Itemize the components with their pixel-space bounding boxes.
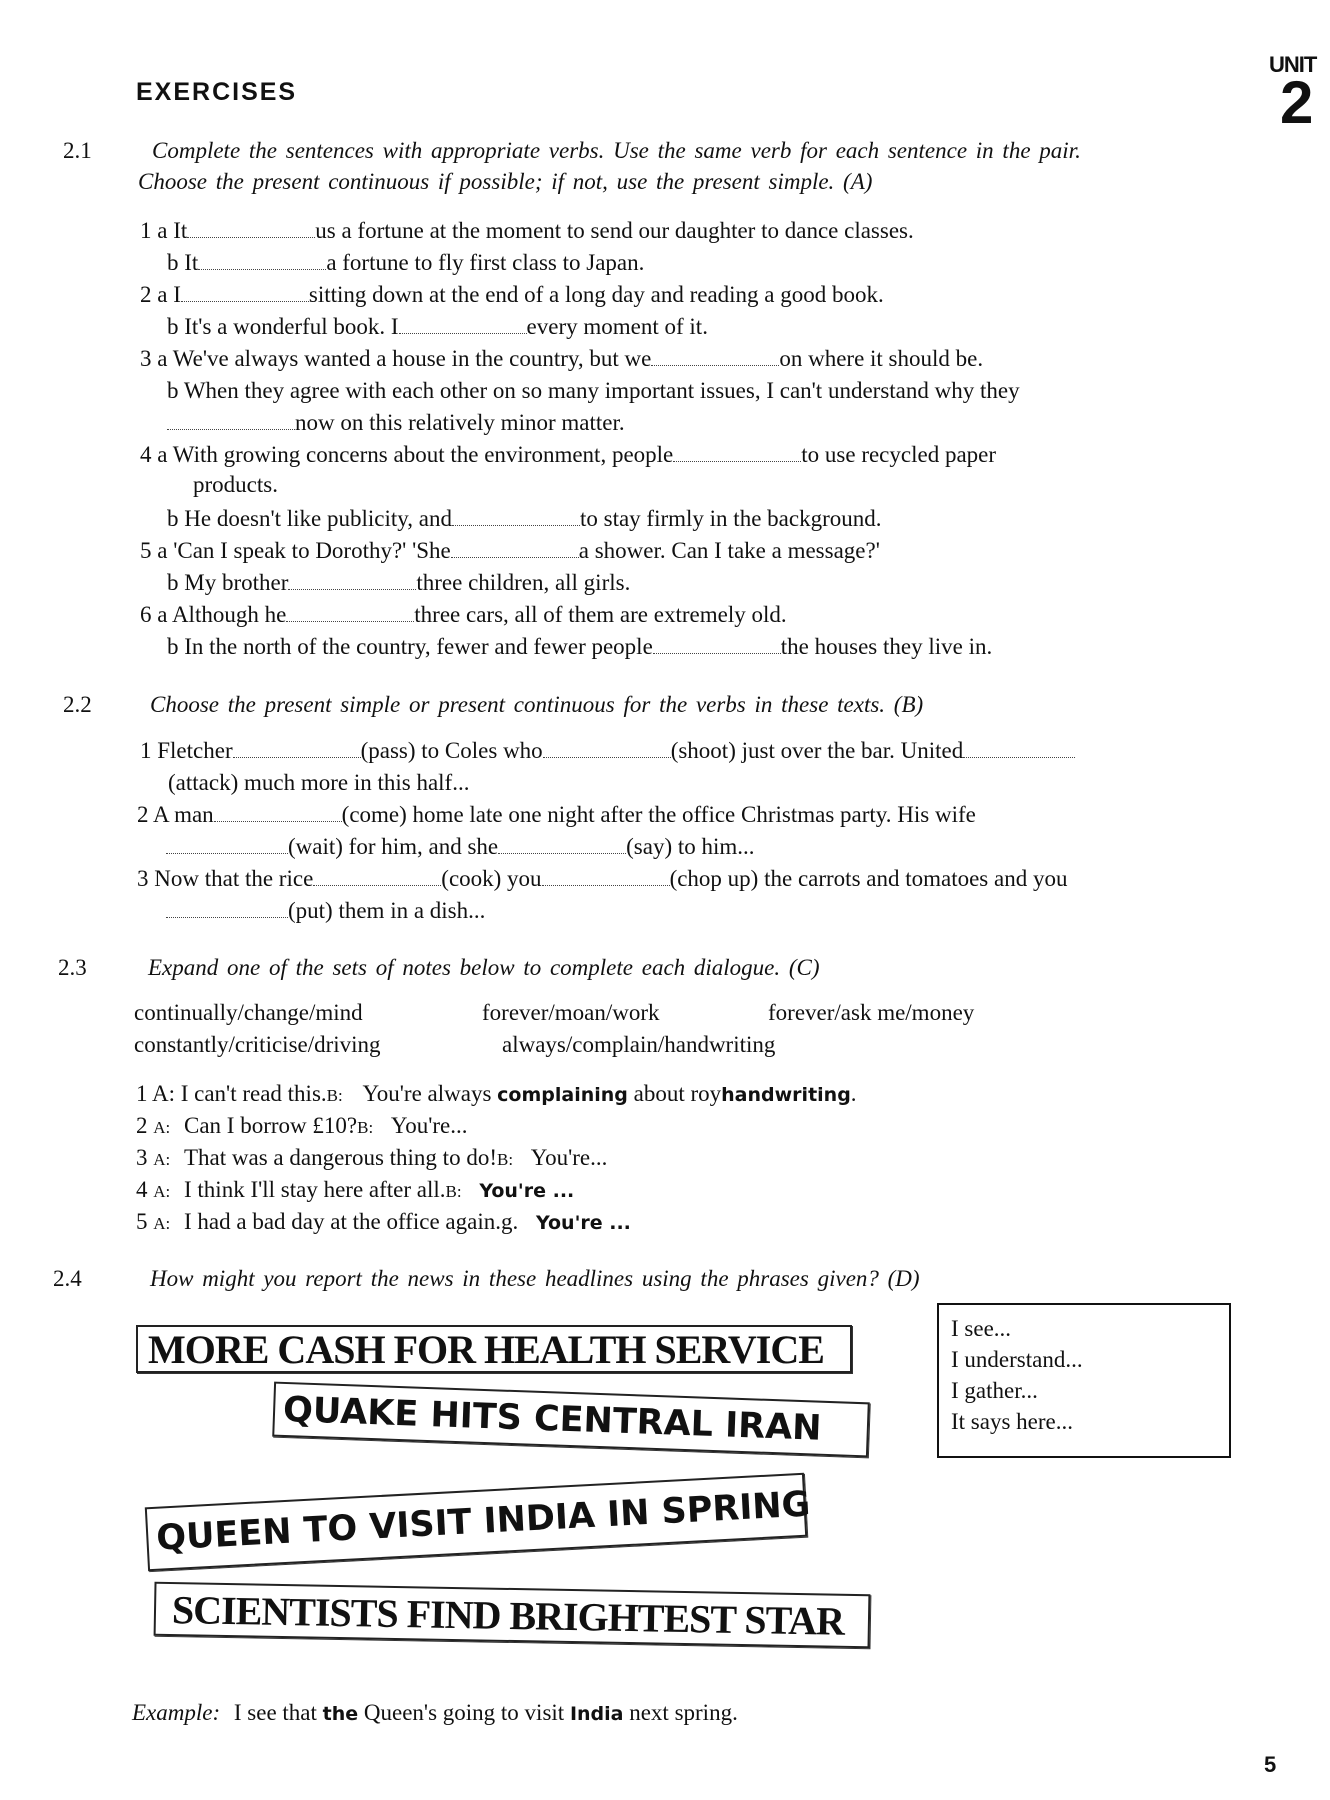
answer-blank[interactable] — [288, 571, 416, 590]
item-text: sitting down at the end of a long day and reading a good book. — [308, 282, 884, 307]
exercise-item — [140, 538, 880, 564]
exercise-instruction: Expand one of the sets of notes below to complete each dialogue. (C) — [148, 955, 820, 980]
phrase-item: I understand... — [951, 1347, 1083, 1372]
item-text: b It's a wonderful book. I — [167, 314, 399, 339]
item-text: to stay firmly in the background. — [579, 506, 882, 531]
dialogue-b: . — [850, 1081, 857, 1106]
exercise-item — [137, 802, 976, 828]
example-text: next spring. — [629, 1700, 738, 1725]
dialogue-line — [136, 1177, 574, 1203]
item-text: b My brother — [167, 570, 289, 595]
speaker-label: A: — [153, 1214, 171, 1233]
answer-blank[interactable] — [313, 867, 441, 886]
exercise-instruction: Complete the sentences with appropriate verbs. Use the same verb for each sentence in the pair. — [152, 138, 1081, 163]
handwritten-answer: handwriting — [721, 1084, 851, 1106]
dialogue-number: 3 — [136, 1145, 148, 1170]
unit-label: UNIT — [1269, 52, 1317, 77]
answer-blank[interactable] — [187, 219, 315, 238]
page-title: EXERCISES — [136, 78, 298, 106]
item-text: a shower. Can I take a message?' — [578, 538, 880, 563]
dialogue-b: You're... — [390, 1113, 468, 1138]
answer-blank[interactable] — [198, 251, 326, 270]
dialogue-a: I had a bad day at the office again. — [184, 1209, 501, 1234]
headline-clipping: QUAKE HITS CENTRAL IRAN — [272, 1382, 870, 1458]
exercise-item — [166, 898, 485, 924]
handwritten-answer: India — [569, 1703, 624, 1725]
answer-blank[interactable] — [286, 603, 414, 622]
dialogue-b: about roy — [633, 1081, 722, 1106]
exercise-number-2-2: 2.2 — [63, 692, 92, 717]
answer-blank[interactable] — [543, 739, 671, 758]
item-text: (come) home late one night after the office Christmas party. His wife — [341, 802, 976, 827]
handwritten-answer: You're ... — [535, 1212, 631, 1234]
answer-blank[interactable] — [498, 835, 626, 854]
unit-number: 2 — [1280, 69, 1314, 136]
dialogue-a: That was a dangerous thing to do! — [184, 1145, 497, 1170]
handwritten-answer: the — [322, 1703, 359, 1725]
answer-blank[interactable] — [653, 635, 781, 654]
exercise-number-2-1: 2.1 — [63, 138, 92, 163]
phrase-item: It says here... — [951, 1409, 1073, 1434]
exercise-item — [167, 250, 644, 276]
exercise-item — [167, 314, 708, 340]
speaker-label: g. — [500, 1209, 519, 1234]
exercise-item — [140, 218, 914, 244]
item-text: 1 a It — [140, 218, 188, 243]
item-text: us a fortune at the moment to send our daughter to dance classes. — [315, 218, 914, 243]
phrase-item: I see... — [951, 1316, 1012, 1341]
note-set: constantly/criticise/driving — [134, 1032, 381, 1057]
speaker-label: B: — [445, 1182, 462, 1201]
example-label: Example: — [132, 1700, 221, 1725]
note-set: forever/ask me/money — [768, 1000, 975, 1025]
item-text: (pass) to Coles who — [360, 738, 543, 763]
note-set: always/complain/handwriting — [502, 1032, 776, 1057]
dialogue-line — [136, 1081, 857, 1107]
item-text: three children, all girls. — [416, 570, 631, 595]
speaker-label: B: — [496, 1150, 514, 1169]
dialogue-line — [136, 1209, 631, 1235]
example-text: I see that — [233, 1700, 317, 1725]
dialogue-line — [136, 1113, 468, 1139]
headline-clipping: MORE CASH FOR HEALTH SERVICE — [136, 1325, 852, 1373]
item-text: every moment of it. — [526, 314, 708, 339]
item-text: a fortune to fly first class to Japan. — [326, 250, 645, 275]
handwritten-answer: You're ... — [479, 1180, 575, 1202]
exercise-instruction: Choose the present simple or present continuous for the verbs in these texts. (B) — [150, 692, 924, 717]
page-number: 5 — [1264, 1752, 1277, 1777]
speaker-label: B: — [357, 1118, 374, 1137]
answer-blank[interactable] — [166, 899, 288, 918]
item-text: b He doesn't like publicity, and — [167, 506, 452, 531]
item-text: b In the north of the country, fewer and fewer people — [167, 634, 653, 659]
dialogue-line — [136, 1145, 607, 1171]
exercise-number-2-3: 2.3 — [58, 955, 87, 980]
exercise-item — [140, 346, 983, 372]
answer-blank[interactable] — [399, 315, 527, 334]
example-text: Queen's going to visit — [363, 1700, 565, 1725]
speaker-label: A: — [153, 1118, 171, 1137]
exercise-item: products. — [193, 472, 278, 497]
item-text: (say) to him... — [626, 834, 755, 859]
exercise-item — [167, 634, 992, 660]
item-text: 4 a With growing concerns about the environment, people — [140, 442, 674, 467]
answer-blank[interactable] — [233, 739, 361, 758]
item-text: 2 a I — [140, 282, 181, 307]
speaker-label: A: — [153, 1182, 171, 1201]
exercise-item — [137, 866, 1067, 892]
exercise-item — [167, 506, 881, 532]
phrases-box — [937, 1303, 1231, 1458]
item-text: to use recycled paper — [801, 442, 997, 467]
note-set: continually/change/mind — [134, 1000, 363, 1025]
item-text: 5 a 'Can I speak to Dorothy?' 'She — [140, 538, 451, 563]
item-text: 3 Now that the rice — [137, 866, 314, 891]
answer-blank[interactable] — [963, 739, 1075, 758]
handwritten-answer: complaining — [497, 1084, 628, 1106]
exercise-item — [140, 282, 884, 308]
answer-blank[interactable] — [181, 283, 309, 302]
exercise-instruction: Choose the present continuous if possible; if not, use the present simple. (A) — [138, 169, 873, 194]
dialogue-number: 4 — [136, 1177, 148, 1202]
item-text: (chop up) the carrots and tomatoes and you — [669, 866, 1068, 891]
exercise-number-2-4: 2.4 — [53, 1266, 82, 1291]
phrase-item: I gather... — [951, 1378, 1038, 1403]
dialogue-a: Can I borrow £10? — [184, 1113, 358, 1138]
example-line — [132, 1700, 738, 1726]
dialogue-number: 2 — [136, 1113, 148, 1138]
exercise-item: b When they agree with each other on so many important issues, I can't understand why they — [167, 378, 1020, 403]
item-text: b It — [167, 250, 199, 275]
dialogue-a: 1 A: I can't read this. — [136, 1081, 327, 1106]
item-text: 2 A man — [137, 802, 214, 827]
headline-clipping: QUEEN TO VISIT INDIA IN SPRING — [145, 1473, 807, 1571]
dialogue-a: I think I'll stay here after all. — [184, 1177, 446, 1202]
item-text: 1 Fletcher — [140, 738, 233, 763]
dialogue-b: You're always — [362, 1081, 492, 1106]
answer-blank[interactable] — [214, 803, 342, 822]
answer-blank[interactable] — [542, 867, 670, 886]
exercise-item — [140, 442, 996, 468]
item-text: (cook) you — [441, 866, 542, 891]
item-text: 6 a Although he — [140, 602, 287, 627]
answer-blank[interactable] — [167, 411, 295, 430]
item-text: (wait) for him, and she — [288, 834, 499, 859]
item-text: (shoot) just over the bar. United — [670, 738, 964, 763]
exercise-item — [167, 570, 630, 596]
item-text: the houses they live in. — [780, 634, 993, 659]
note-set: forever/moan/work — [482, 1000, 660, 1025]
answer-blank[interactable] — [451, 539, 579, 558]
exercise-item — [140, 602, 787, 628]
exercise-item — [167, 410, 625, 436]
answer-blank[interactable] — [166, 835, 288, 854]
item-text: (put) them in a dish... — [288, 898, 486, 923]
dialogue-number: 5 — [136, 1209, 148, 1234]
exercise-item: (attack) much more in this half... — [168, 770, 470, 795]
answer-blank[interactable] — [673, 443, 801, 462]
exercise-item — [166, 834, 755, 860]
exercise-instruction: How might you report the news in these headlines using the phrases given? (D) — [150, 1266, 920, 1291]
exercise-item — [140, 738, 1075, 764]
answer-blank[interactable] — [452, 507, 580, 526]
item-text: 3 a We've always wanted a house in the country, but we — [140, 346, 652, 371]
item-text: three cars, all of them are extremely old. — [414, 602, 787, 627]
speaker-label: A: — [153, 1150, 171, 1169]
headline-clipping: SCIENTISTS FIND BRIGHTEST STAR — [154, 1582, 871, 1648]
item-text: on where it should be. — [779, 346, 984, 371]
item-text: now on this relatively minor matter. — [295, 410, 625, 435]
answer-blank[interactable] — [651, 347, 779, 366]
dialogue-b: You're... — [530, 1145, 608, 1170]
speaker-label: B: — [326, 1086, 343, 1105]
